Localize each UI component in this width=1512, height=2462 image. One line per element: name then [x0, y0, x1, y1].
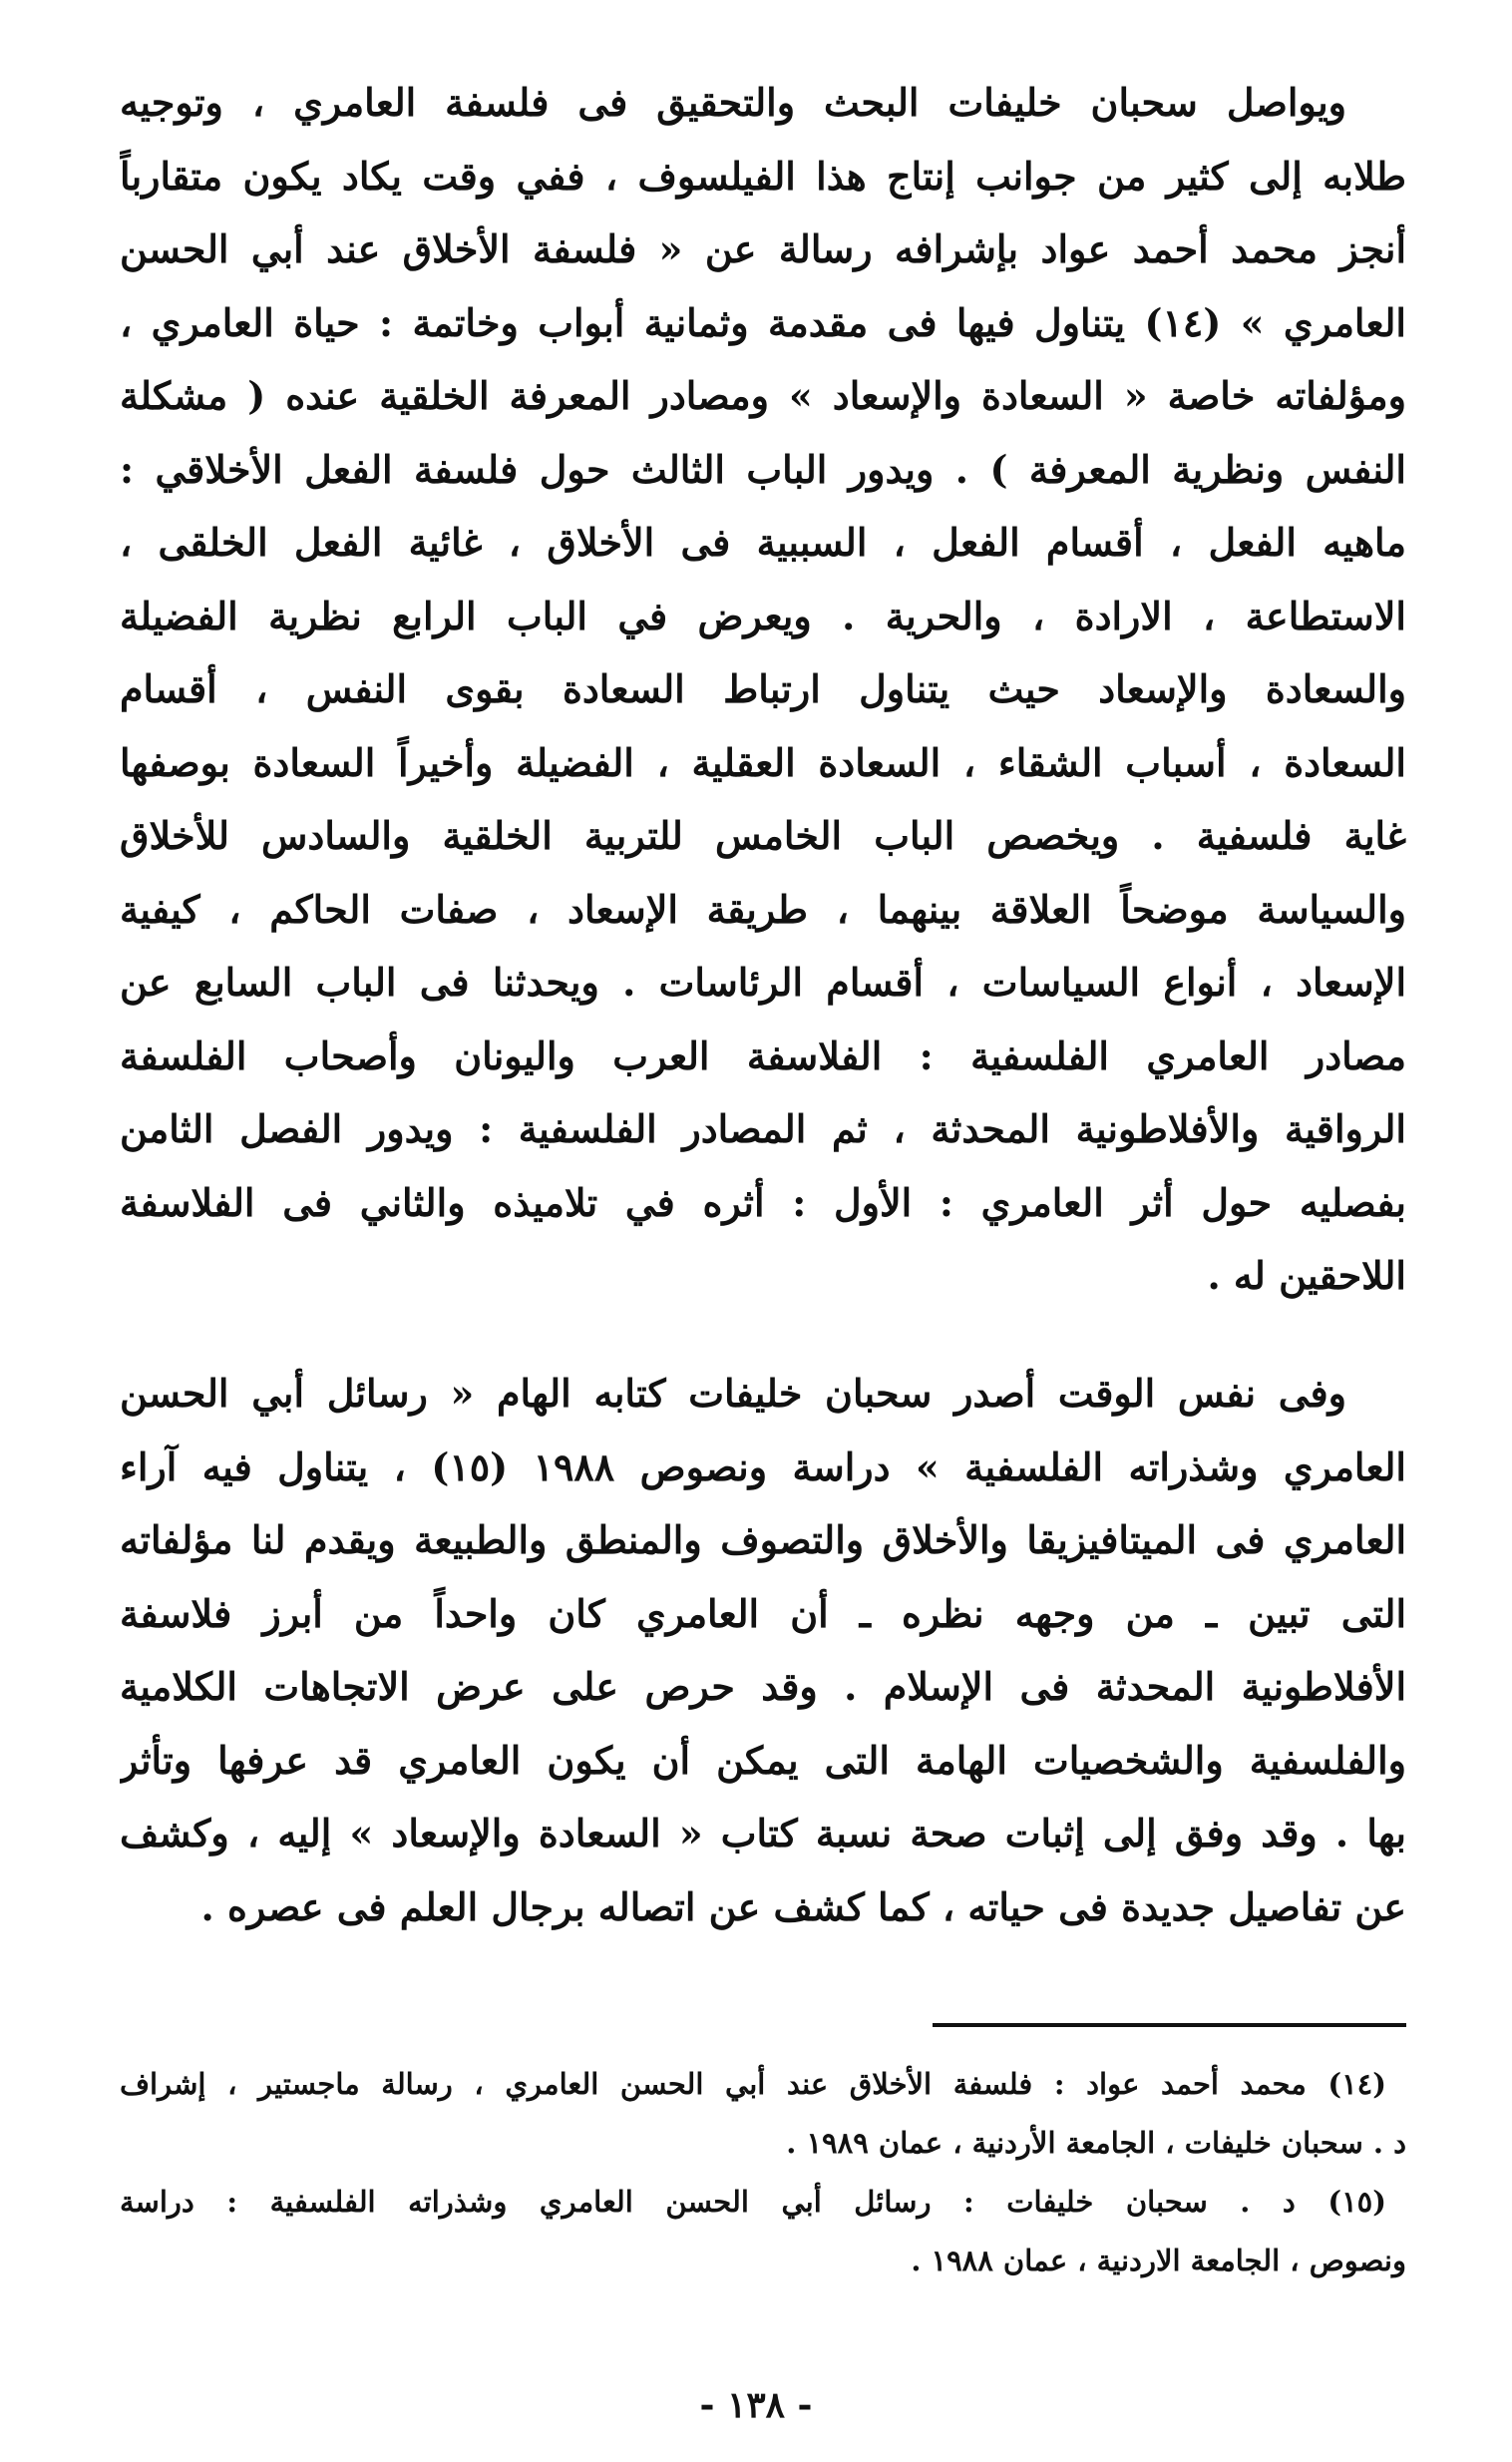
footnote-15 — [120, 2173, 1406, 2290]
footnote-line: (١٤) محمد أحمد عواد : فلسفة الأخلاق عند أبي الحسن العامري ، رسالة ماجستير ، إشراف — [120, 2067, 1386, 2101]
text-line: العامري فى الميتافيزيقا والأخلاق والتصوف والمنطق والطبيعة ويقدم لنا مؤلفاته — [120, 1517, 1406, 1562]
footnote-line: ونصوص ، الجامعة الاردنية ، عمان ١٩٨٨ . — [911, 2244, 1406, 2277]
text-line: العامري » (١٤) يتناول فيها فى مقدمة وثمانية أبواب وخاتمة : حياة العامري ، — [120, 299, 1406, 345]
text-line: غاية فلسفية . ويخصص الباب الخامس للتربية الخلقية والسادس للأخلاق — [120, 813, 1406, 858]
text-line: ومؤلفاته خاصة « السعادة والإسعاد » ومصادر المعرفة الخلقية عنده ( مشكلة — [120, 373, 1406, 418]
footnote-14 — [120, 2055, 1406, 2173]
text-line: النفس ونظرية المعرفة ) . ويدور الباب الثالث حول فلسفة الفعل الأخلاقي : — [120, 446, 1406, 492]
text-line: الإسعاد ، أنواع السياسات ، أقسام الرئاسات . ويحدثنا فى الباب السابع عن — [120, 960, 1406, 1005]
text-line: اللاحقين له . — [1207, 1253, 1406, 1298]
text-line: والسياسة موضحاً العلاقة بينهما ، طريقة الإسعاد ، صفات الحاكم ، كيفية — [120, 886, 1406, 932]
text-line: بفصليه حول أثر العامري : الأول : أثره في تلاميذه والثاني فى الفلاسفة — [120, 1179, 1406, 1225]
text-line: وفى نفس الوقت أصدر سحبان خليفات كتابه الهام « رسائل أبي الحسن — [120, 1371, 1346, 1416]
text-line: عن تفاصيل جديدة فى حياته ، كما كشف عن اتصاله برجال العلم فى عصره . — [200, 1883, 1406, 1929]
text-line: الاستطاعة ، الارادة ، والحرية . ويعرض في الباب الرابع نظرية الفضيلة — [120, 593, 1406, 638]
text-line: العامري وشذراته الفلسفية » دراسة ونصوص ١٩٨٨ (١٥) ، يتناول فيه آراء — [120, 1443, 1406, 1489]
paragraph — [120, 1357, 1406, 1943]
paragraph — [120, 66, 1406, 1313]
text-line: التى تبين ـ من وجهه نظره ـ أن العامري كان واحداً من أبرز فلاسفة — [120, 1590, 1406, 1636]
text-line: الرواقية والأفلاطونية المحدثة ، ثم المصادر الفلسفية : ويدور الفصل الثامن — [120, 1106, 1406, 1151]
text-line: والسعادة والإسعاد حيث يتناول ارتباط السعادة بقوى النفس ، أقسام — [120, 666, 1406, 711]
footnotes — [120, 2055, 1406, 2290]
text-line: بها . وقد وفق إلى إثبات صحة نسبة كتاب « السعادة والإسعاد » إليه ، وكشف — [120, 1811, 1406, 1855]
text-line: ويواصل سحبان خليفات البحث والتحقيق فى فلسفة العامري ، وتوجيه — [120, 80, 1346, 125]
text-line: مصادر العامري الفلسفية : الفلاسفة العرب واليونان وأصحاب الفلسفة — [120, 1032, 1406, 1078]
footnote-line: (١٥) د . سحبان خليفات : رسائل أبي الحسن العامري وشذراته الفلسفية : دراسة — [120, 2185, 1386, 2219]
text-line: والفلسفية والشخصيات الهامة التى يمكن أن يكون العامري قد عرفها وتأثر — [120, 1737, 1406, 1783]
text-line: أنجز محمد أحمد عواد بإشرافه رسالة عن « فلسفة الأخلاق عند أبي الحسن — [120, 226, 1406, 271]
footnote-divider — [933, 2023, 1406, 2027]
text-line: السعادة ، أسباب الشقاء ، السعادة العقلية ، الفضيلة وأخيراً السعادة بوصفها — [120, 739, 1406, 785]
page-number: - ١٣٨ - — [699, 2384, 813, 2426]
footnote-line: د . سحبان خليفات ، الجامعة الأردنية ، عمان ١٩٨٩ . — [786, 2126, 1406, 2160]
text-line: طلابه إلى كثير من جوانب إنتاج هذا الفيلسوف ، ففي وقت يكاد يكون متقارباً — [120, 153, 1406, 199]
text-line: ماهيه الفعل ، أقسام الفعل ، السببية فى الأخلاق ، غائية الفعل الخلقى ، — [120, 520, 1406, 565]
text-line: الأفلاطونية المحدثة فى الإسلام . وقد حرص على عرض الاتجاهات الكلامية — [120, 1664, 1406, 1709]
